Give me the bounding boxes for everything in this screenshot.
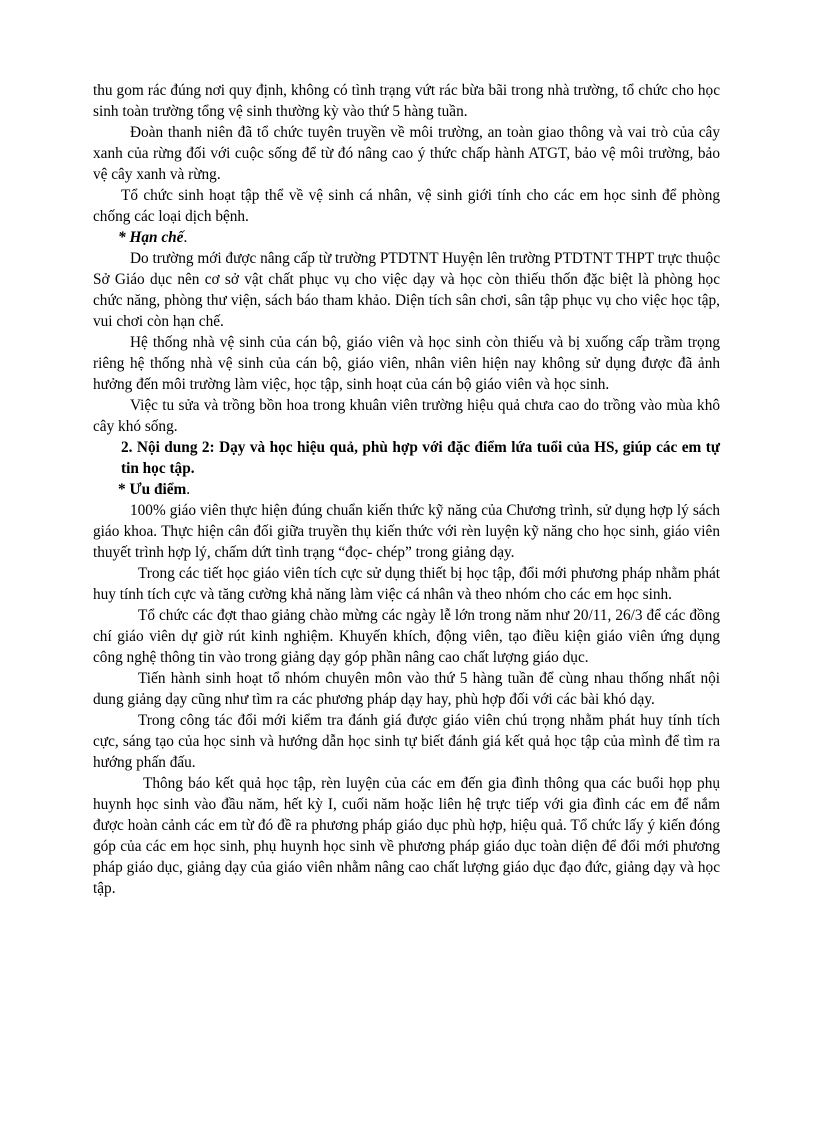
- paragraph-flower-beds: Việc tu sửa và trồng bồn hoa trong khuân viên trường hiệu quả chưa cao do trồng vào mùa khô cây khó sống.: [93, 397, 720, 435]
- paragraph-youth-union: Đoàn thanh niên đã tổ chức tuyên truyền về môi trường, an toàn giao thông và vai trò của cây xanh của rừng đối với cuộc sống để từ đó nâng cao ý thức chấp hành ATGT, bảo vệ môi trường, bảo vệ cây xanh và rừng.: [93, 124, 720, 183]
- paragraph-toilets: Hệ thống nhà vệ sinh của cán bộ, giáo viên và học sinh còn thiếu và bị xuống cấp trầm trọng riêng hệ thống nhà vệ sinh của cán bộ, giáo viên, nhân viên hiện nay không sử dụng được đã ảnh hưởng đến môi trường làm việc, học tập, sinh hoạt của cán bộ giáo viên và học sinh.: [93, 334, 720, 393]
- section-2-heading: 2. Nội dung 2: Dạy và học hiệu quả, phù hợp với đặc điểm lứa tuổi của HS, giúp các em tự tin học tập.: [121, 439, 720, 477]
- paragraph-facilities: Do trường mới được nâng cấp từ trường PTDTNT Huyện lên trường PTDTNT THPT trực thuộc Sở Giáo dục nên cơ sở vật chất phục vụ cho việc dạy và học còn thiếu thốn đặc biệt là phòng học chức năng, phòng thư viện, sách báo tham khảo. Diện tích sân chơi, sân tập phục vụ cho việc học tập, vui chơi còn hạn chế.: [93, 250, 720, 330]
- paragraph-group-meetings: Tiến hành sinh hoạt tổ nhóm chuyên môn vào thứ 5 hàng tuần để cùng nhau thống nhất nội dung giảng dạy cũng như tìm ra các phương pháp dạy hay, phù hợp đối với các bài khó dạy.: [93, 670, 720, 708]
- heading-advantages-text: * Ưu điểm: [118, 481, 187, 498]
- paragraph-assessment: Trong công tác đổi mới kiểm tra đánh giá được giáo viên chú trọng nhằm phát huy tính tích cực, sáng tạo của học sinh và hướng dẫn học sinh tự biết đánh giá kết quả học tập của mình để tìm ra hướng phấn đấu.: [93, 712, 720, 771]
- heading-advantages: [93, 479, 720, 500]
- paragraph-teaching-equipment: Trong các tiết học giáo viên tích cực sử dụng thiết bị học tập, đổi mới phương pháp nhằm phát huy tính tích cực và tăng cường khả năng làm việc cá nhân và theo nhóm cho các em học sinh.: [93, 565, 720, 603]
- heading-advantages-dot: .: [186, 481, 191, 498]
- heading-limitations: [93, 227, 720, 248]
- heading-limitations-text: * Hạn chế: [118, 229, 184, 246]
- paragraph-demo-lessons: Tổ chức các đợt thao giảng chào mừng các ngày lễ lớn trong năm như 20/11, 26/3 để các đồng chí giáo viên dự giờ rút kinh nghiệm. Khuyến khích, động viên, tạo điều kiện giáo viên ứng dụng công nghệ thông tin vào trong giảng dạy góp phần nâng cao chất lượng giáo dục.: [93, 607, 720, 666]
- paragraph-waste-collection: thu gom rác đúng nơi quy định, không có tình trạng vứt rác bừa bãi trong nhà trường, tổ chức cho học sinh toàn trường tổng vệ sinh thường kỳ vào thứ 5 hàng tuần.: [93, 82, 720, 120]
- document-page: [93, 80, 720, 899]
- paragraph-parent-communication: Thông báo kết quả học tập, rèn luyện của các em đến gia đình thông qua các buổi họp phụ huynh học sinh vào đầu năm, hết kỳ I, cuối năm hoặc liên hệ trực tiếp với gia đình các em để nắm được hoàn cảnh các em từ đó đề ra phương pháp giáo dục phù hợp, hiệu quả. Tổ chức lấy ý kiến đóng góp của các em học sinh, phụ huynh học sinh về phương pháp giáo dục toàn diện để đổi mới phương pháp giáo dục, giảng dạy của giáo viên nhằm nâng cao chất lượng giáo dục đạo đức, giảng dạy và học tập.: [93, 775, 720, 897]
- heading-limitations-dot: .: [183, 229, 188, 246]
- paragraph-curriculum-standards: 100% giáo viên thực hiện đúng chuẩn kiến thức kỹ năng của Chương trình, sử dụng hợp lý sách giáo khoa. Thực hiện cân đối giữa truyền thụ kiến thức với rèn luyện kỹ năng cho học sinh, giáo viên thuyết trình hợp lý, chấm dứt tình trạng “đọc- chép” trong giảng dạy.: [93, 502, 720, 561]
- paragraph-hygiene-activities: Tổ chức sinh hoạt tập thể về vệ sinh cá nhân, vệ sinh giới tính cho các em học sinh để phòng chống các loại dịch bệnh.: [93, 187, 720, 225]
